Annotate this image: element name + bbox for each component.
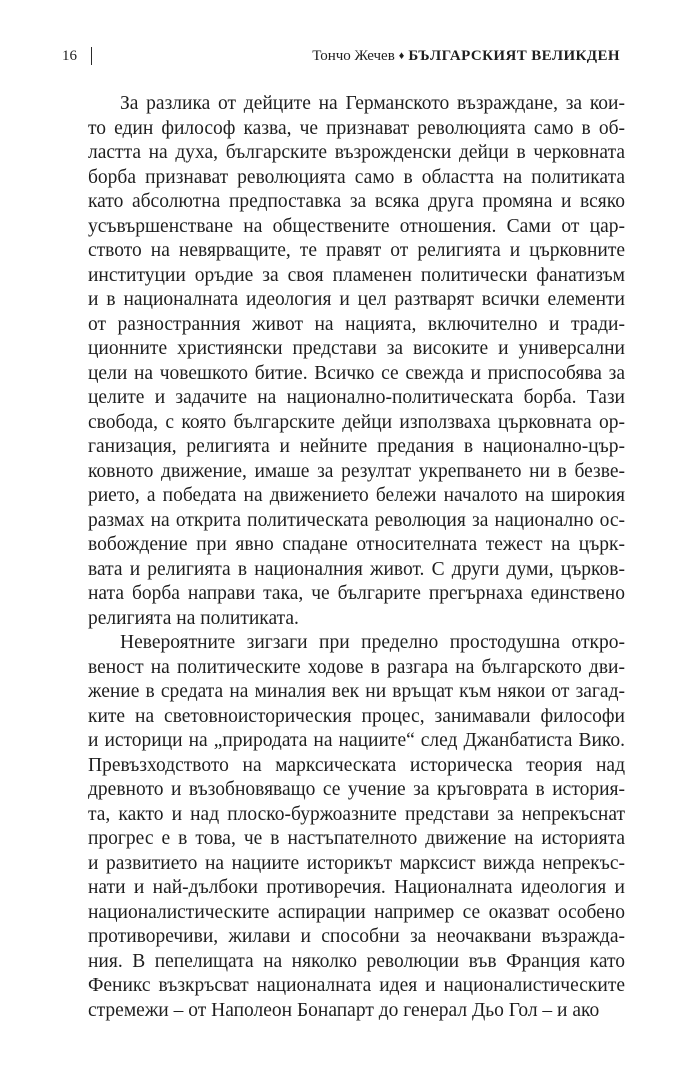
page-number: 16 bbox=[62, 48, 77, 64]
text-line: ната борба направи така, че българите прегърнаха единствено bbox=[88, 583, 625, 604]
text-line: целите и задачите на национално-политическата борба. Тази bbox=[88, 387, 625, 408]
text-line: от разностранния живот на нацията, включително и тради- bbox=[88, 313, 625, 335]
text-line: противоречиви, жилави и способни за неочаквани възражда- bbox=[88, 926, 625, 947]
body-text bbox=[88, 92, 625, 1023]
text-line: националистическите аспирации например се оказват особено bbox=[88, 901, 625, 923]
paragraph bbox=[88, 631, 625, 1023]
text-line: ния. В пепелищата на няколко революции във Франция като bbox=[88, 950, 625, 972]
text-line: жение в средата на миналия век ни връщат към някои от загад- bbox=[88, 681, 625, 702]
text-line: борба признават революцията само в областта на политиката bbox=[88, 166, 625, 188]
text-line: размах на открита политическата революция за национално ос- bbox=[88, 509, 625, 531]
text-line: та, както и над плоско-буржоазните представи за непрекъснат bbox=[88, 803, 625, 825]
text-line: Феникс възкръсват националната идея и националистическите bbox=[88, 975, 625, 996]
text-line: Превъзходството на марксическата историческа теория над bbox=[88, 754, 625, 776]
text-line: рието, а победата на движението бележи началото на широкия bbox=[88, 485, 625, 506]
text-line: и историци на „природата на нациите“ след Джанбатиста Вико. bbox=[88, 730, 625, 751]
paragraph bbox=[88, 92, 625, 631]
header-divider bbox=[91, 47, 92, 65]
text-line: ковното движение, имаше за резултат укрепването ни в безве- bbox=[88, 460, 625, 482]
running-header bbox=[62, 44, 620, 68]
text-line: ганизация, религията и нейните предания в национално-цър- bbox=[88, 436, 625, 457]
text-line: и развитието на нациите историкът марксист вижда непрекъс- bbox=[88, 852, 625, 874]
text-line: като абсолютна предпоставка за всяка друга промяна и всяко bbox=[88, 191, 625, 212]
text-line: и в националната идеология и цел разтварят всички елементи bbox=[88, 289, 625, 310]
text-line: древното и възобновяващо се учение за кръговрата в история- bbox=[88, 779, 625, 800]
text-line: Невероятните зигзаги при пределно простодушна откро- bbox=[120, 632, 625, 653]
text-line: вата и религията в националния живот. С други думи, църков- bbox=[88, 558, 625, 580]
text-line: веност на политическите ходове в разгара на българското дви- bbox=[88, 656, 625, 678]
text-line: институции оръдие за своя пламенен политически фанатизъм bbox=[88, 264, 625, 286]
text-line: За разлика от дейците на Германското възраждане, за кои- bbox=[120, 93, 625, 114]
text-line: то един философ казва, че признават революцията само в об- bbox=[88, 117, 625, 139]
text-line: ластта на духа, българските възрожденски дейци в черковната bbox=[88, 142, 625, 163]
text-line: ството на невярващите, те правят от религията и църковните bbox=[88, 240, 625, 261]
author-name: Тончо Жечев bbox=[312, 48, 395, 64]
book-title: БЪЛГАРСКИЯТ ВЕЛИКДЕН bbox=[408, 48, 620, 64]
text-line: ките на световноисторическия процес, занимавали философи bbox=[88, 705, 625, 727]
text-line: ционните християнски представи за високите и универсални bbox=[88, 338, 625, 359]
text-line: свобода, с която българските дейци използваха църковната ор- bbox=[88, 411, 625, 433]
header-right bbox=[312, 44, 620, 68]
text-line: прогрес е в това, че в настъпателното движение на историята bbox=[88, 828, 625, 849]
text-line: цели на човешкото битие. Всичко се свежда и приспособява за bbox=[88, 362, 625, 384]
text-line: стремежи – от Наполеон Бонапарт до генерал Дьо Гол – и ако bbox=[88, 999, 600, 1021]
text-line: нати и най-дълбоки противоречия. Националната идеология и bbox=[88, 877, 625, 898]
text-line: религията на политиката. bbox=[88, 607, 299, 629]
text-line: вобождение при явно спадане относителната тежест на църк- bbox=[88, 534, 625, 555]
diamond-separator-icon: ♦ bbox=[398, 50, 405, 62]
text-line: усъвършенстване на обществените отношения. Сами от цар- bbox=[88, 215, 625, 237]
